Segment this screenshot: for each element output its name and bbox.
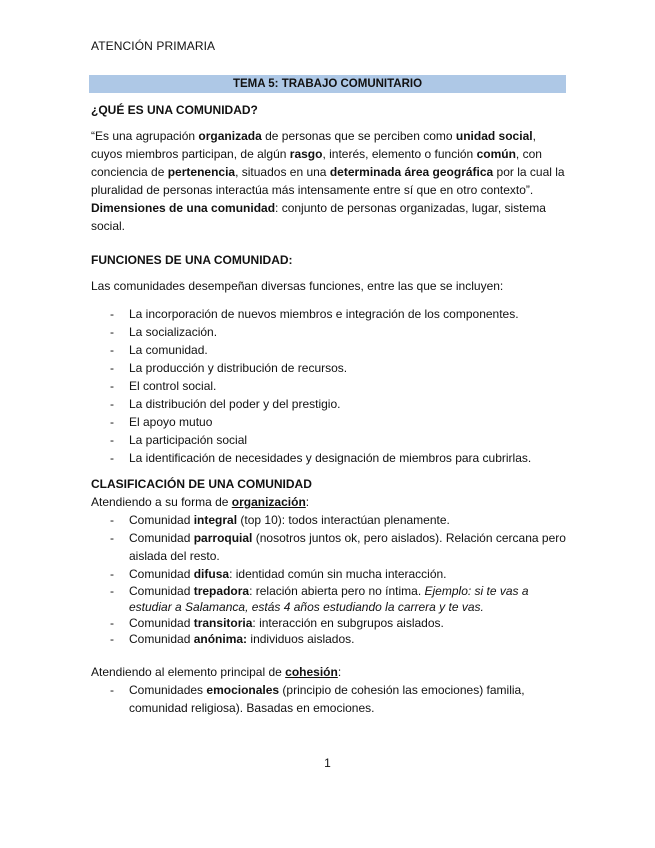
document-body	[91, 101, 569, 717]
dimensions-paragraph: Dimensiones de una comunidad: conjunto de personas organizadas, lugar, sistema social.	[91, 201, 546, 233]
topic-title-bar: TEMA 5: TRABAJO COMUNITARIO	[89, 75, 566, 93]
list-item: - La participación social	[91, 431, 569, 449]
functions-intro: Las comunidades desempeñan diversas funciones, entre las que se incluyen:	[91, 279, 504, 293]
list-item: - Comunidad trepadora: relación abierta pero no íntima. Ejemplo: si te vas a estudiar a Salamanca, estás 4 años estudiando la carrera y te vas.	[91, 583, 569, 615]
list-item: - La incorporación de nuevos miembros e integración de los componentes.	[91, 305, 569, 323]
list-item: - El apoyo mutuo	[91, 413, 569, 431]
list-item: - Comunidad parroquial (nosotros juntos ok, pero aislados). Relación cercana pero aislada del resto.	[91, 529, 569, 565]
organization-intro: Atendiendo a su forma de organización:	[91, 495, 310, 509]
list-item: - La identificación de necesidades y designación de miembros para cubrirlas.	[91, 449, 569, 467]
list-item: - La producción y distribución de recursos.	[91, 359, 569, 377]
list-item: - Comunidad transitoria: interacción en subgrupos aislados.	[91, 615, 569, 631]
dimensions-label: Dimensiones de una comunidad	[91, 201, 276, 215]
list-item: - Comunidad difusa: identidad común sin mucha interacción.	[91, 565, 569, 583]
section-heading-functions: FUNCIONES DE UNA COMUNIDAD:	[91, 253, 293, 267]
cohesion-list	[91, 681, 569, 717]
list-item: - La socialización.	[91, 323, 569, 341]
running-header: ATENCIÓN PRIMARIA	[91, 39, 216, 53]
section-heading-what-is-community: ¿QUÉ ES UNA COMUNIDAD?	[91, 103, 258, 117]
list-item: - La distribución del poder y del prestigio.	[91, 395, 569, 413]
cohesion-intro: Atendiendo al elemento principal de cohesión:	[91, 665, 342, 679]
functions-list	[91, 305, 569, 467]
definition-quote: “Es una agrupación organizada de personas que se perciben como unidad social, cuyos miembros participan, de algún rasgo, interés, elemento o función común, con conciencia de pertenencia, situados en una determinada área geográfica por la cual la pluralidad de personas interactúa más intensamente entre sí que en otro contexto”.	[91, 129, 565, 197]
organization-list	[91, 511, 569, 647]
page-number: 1	[324, 756, 331, 770]
list-item: - Comunidad integral (top 10): todos interactúan plenamente.	[91, 511, 569, 529]
list-item: - Comunidades emocionales (principio de cohesión las emociones) familia, comunidad religiosa). Basadas en emociones.	[91, 681, 569, 717]
section-heading-classification: CLASIFICACIÓN DE UNA COMUNIDAD	[91, 477, 312, 491]
list-item: - El control social.	[91, 377, 569, 395]
list-item: - La comunidad.	[91, 341, 569, 359]
list-item: - Comunidad anónima: individuos aislados.	[91, 631, 569, 647]
